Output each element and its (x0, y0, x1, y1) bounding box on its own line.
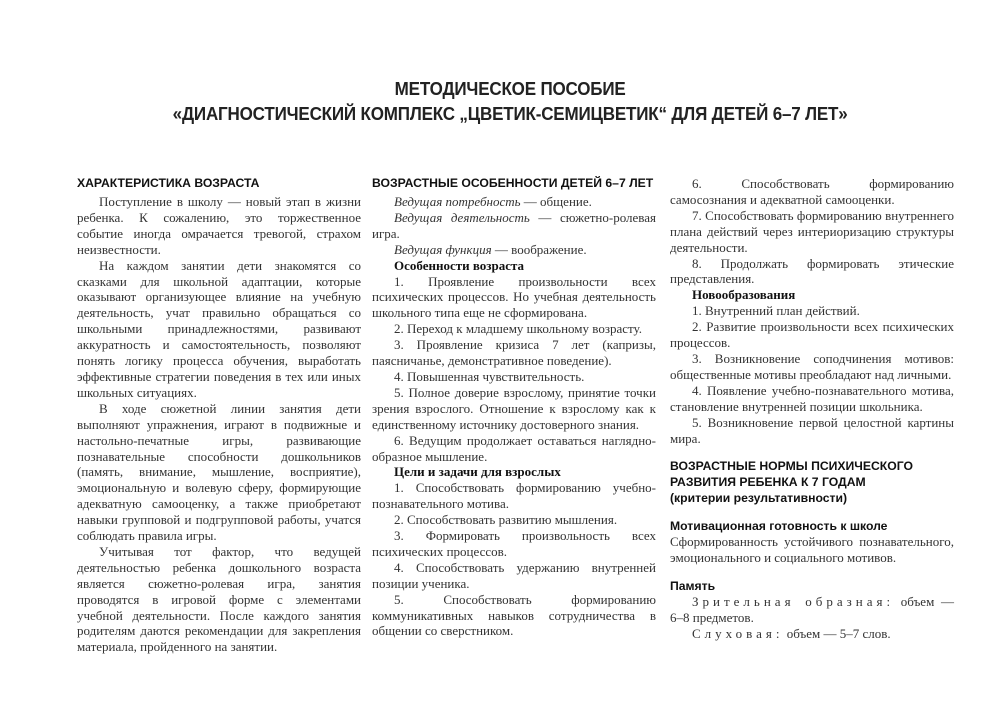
memory-heading: Память (670, 579, 716, 594)
list-item: 2. Способствовать развитию мышления. (394, 512, 618, 528)
section-subheading: (критерии результативности) (670, 491, 848, 506)
memory-item (670, 594, 954, 626)
subheading: Особенности возраста (394, 257, 525, 273)
leading-term: Ведущая деятельность (394, 209, 530, 225)
paragraph: В ходе сюжетной линии занятия дети выполняют упражнения, играют в подвижные и настольно-печатные игры, развивающие познавательные способности дошкольников (память, внимание, мышление, восприятие), эмоциональную и волевую сферу, формирующие адекватную самооценку, а также приобретают навыки групповой и подгрупповой работы, учатся соблюдать правила игры. (77, 400, 361, 544)
paragraph: Учитывая тот фактор, что ведущей деятельностью ребенка дошкольного возраста является сюжетно-ролевая игра, занятия проводятся в игровой форме с элементами учебной деятельности. После каждого занятия родителям даются рекомендации для закрепления материала, пройденного на занятии. (77, 543, 361, 655)
list-item: 6. Способствовать формированию самосознания и адекватной самооценки. (670, 176, 954, 207)
motivation-heading: Мотивационная готовность к школе (670, 519, 888, 534)
leading-item (372, 242, 656, 258)
document-title (40, 76, 960, 126)
list-item: 3. Возникновение соподчинения мотивов: общественные мотивы преобладают над личными. (670, 350, 954, 382)
leading-term: Ведущая потребность (394, 194, 521, 209)
title-line-2: «ДИАГНОСТИЧЕСКИЙ КОМПЛЕКС „ЦВЕТИК-СЕМИЦВЕТИК“ ДЛЯ ДЕТЕЙ 6–7 ЛЕТ» (172, 103, 848, 124)
memory-value: объем — 6–8 предметов. (670, 594, 954, 626)
section-heading: ВОЗРАСТНЫЕ НОРМЫ ПСИХИЧЕСКОГО (670, 459, 913, 474)
memory-item (670, 626, 954, 642)
leading-value: — общение. (520, 194, 592, 209)
memory-term: Слуховая: (692, 626, 784, 642)
list-item: 2. Развитие произвольности всех психических процессов. (670, 319, 954, 351)
list-item: 5. Способствовать формированию коммуникативных навыков сотрудничества в общении со сверстником. (372, 591, 656, 639)
list-item: 3. Проявление кризиса 7 лет (капризы, паясничанье, демонстративное поведение). (372, 337, 656, 369)
list-item: 8. Продолжать формировать этические представления. (670, 255, 954, 287)
subheading: Новообразования (692, 287, 796, 303)
list-item: 3. Формировать произвольность всех психических процессов. (372, 528, 656, 559)
motivation-text: Сформированность устойчивого познавательного, эмоционального и социального мотивов. (670, 534, 954, 566)
list-item: 6. Ведущим продолжает оставаться наглядно-образное мышление. (372, 432, 656, 464)
section-heading: РАЗВИТИЯ РЕБЕНКА К 7 ГОДАМ (670, 475, 866, 490)
paragraph: На каждом занятии дети знакомятся со сказками для школьной адаптации, которые оказывают организующее влияние на учебную деятельность, учат правильно обращаться со школьными принадлежностями, развивают аккуратность и самостоятельность, позволяют понять логику процесса обучения, выработать эффективные стратегии поведения в тех или иных школьных ситуациях. (77, 257, 361, 400)
memory-term: Зрительная образная: (692, 594, 895, 610)
subheading: Цели и задачи для взрослых (394, 464, 561, 480)
list-item: 1. Способствовать формированию учебно-познавательного мотива. (372, 480, 656, 512)
leading-value: — воображение. (491, 241, 587, 257)
list-item: 5. Полное доверие взрослому, принятие точки зрения взрослого. Отношение к взрослому как к единственному источнику достоверного знания. (372, 384, 656, 432)
memory-value: объем — 5–7 слов. (783, 626, 891, 642)
list-item: 1. Внутренний план действий. (692, 303, 860, 319)
leading-value: — сюжетно-ролевая игра. (372, 209, 657, 241)
list-item: 5. Возникновение первой целостной картины мира. (670, 414, 954, 446)
leading-term: Ведущая функция (394, 241, 492, 257)
leading-item (372, 210, 656, 242)
section-heading: ВОЗРАСТНЫЕ ОСОБЕННОСТИ ДЕТЕЙ 6–7 ЛЕТ (372, 176, 654, 190)
column-norms (670, 176, 954, 642)
list-item: 4. Способствовать удержанию внутренней позиции ученика. (372, 559, 656, 591)
leading-item (372, 194, 656, 210)
column-age-features (372, 176, 656, 639)
list-item: 1. Проявление произвольности всех психических процессов. Но учебная деятельность школьного типа еще не сформирована. (372, 273, 656, 321)
list-item: 4. Повышенная чувствительность. (394, 368, 585, 384)
section-heading: ХАРАКТЕРИСТИКА ВОЗРАСТА (77, 176, 260, 190)
list-item: 2. Переход к младшему школьному возрасту. (394, 321, 642, 337)
title-line-1: МЕТОДИЧЕСКОЕ ПОСОБИЕ (394, 78, 626, 99)
list-item: 7. Способствовать формированию внутреннего плана действий через интериоризацию структуры деятельности. (670, 207, 954, 255)
column-age-characteristics (77, 176, 361, 655)
paragraph: Поступление в школу — новый этап в жизни ребенка. К сожалению, это торжественное событие иногда омрачается тревогой, страхом неизвестности. (77, 194, 361, 257)
list-item: 4. Появление учебно-познавательного мотива, становление внутренней позиции школьника. (670, 382, 954, 414)
